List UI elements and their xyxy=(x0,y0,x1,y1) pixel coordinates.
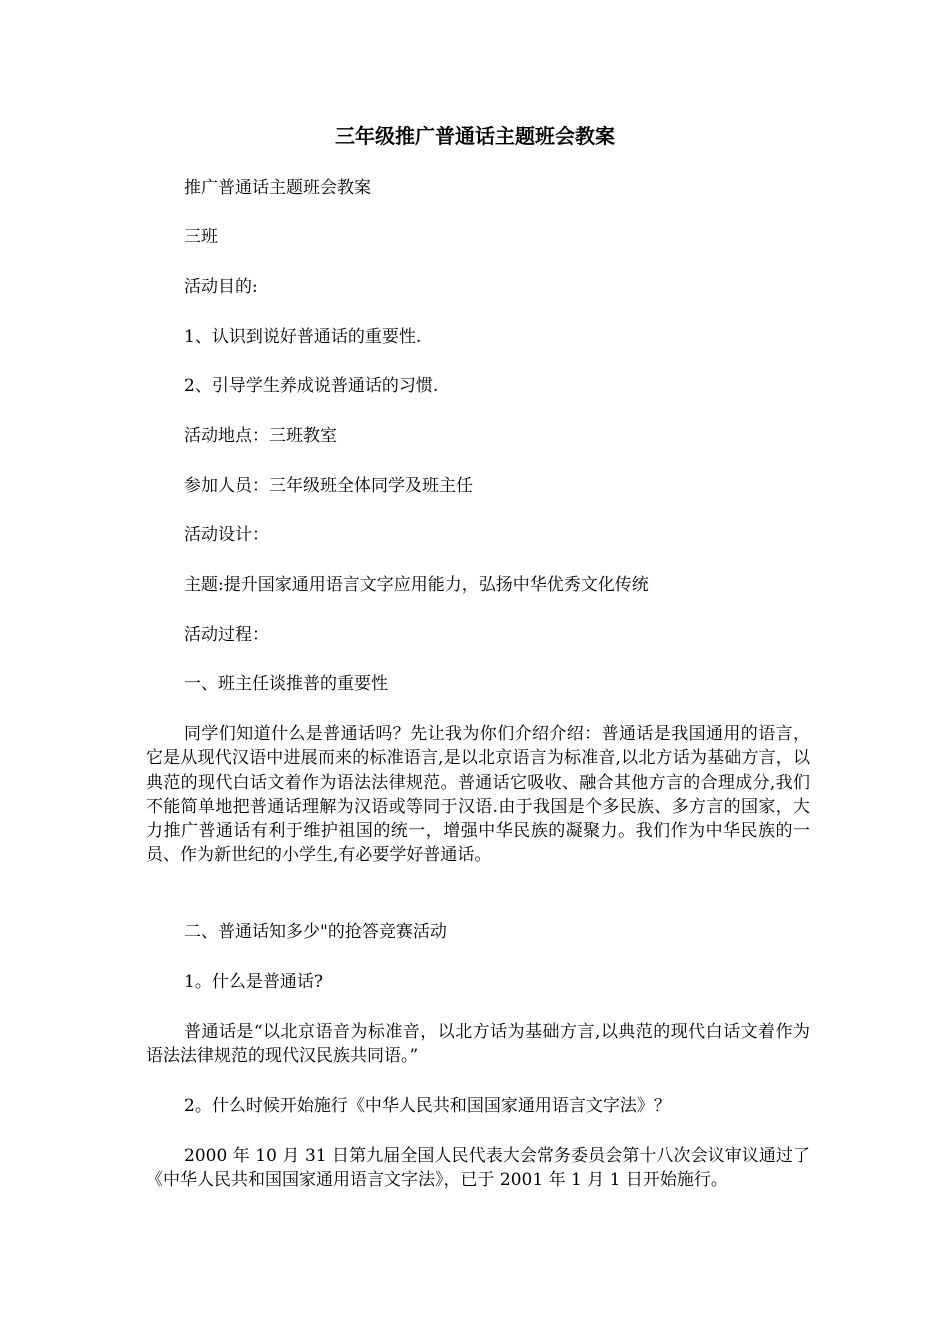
section-1-heading: 一、班主任谈推普的重要性 xyxy=(184,674,388,694)
participants: 参加人员：三年级班全体同学及班主任 xyxy=(184,476,473,496)
subtitle: 推广普通话主题班会教案 xyxy=(184,178,371,198)
purpose-item-2: 2、引导学生养成说普通话的习惯. xyxy=(184,376,439,396)
section-1-paragraph: 同学们知道什么是普通话吗？先让我为你们介绍介绍：普通话是我国通用的语言，它是从现代汉语中进展而来的标准语言,是以北京语言为标准音,以北方话为基础方言，以典范的现代白话文着作为语法法律规范。普通话它吸收、融合其他方言的合理成分,我们不能简单地把普通话理解为汉语或等同于汉语.由于我国是个多民族、多方言的国家，大力推广普通话有利于维护祖国的统一，增强中华民族的凝聚力。我们作为中华民族的一员、作为新世纪的小学生,有必要学好普通话。 xyxy=(146,724,810,866)
answer-2: 2000 年 10 月 31 日第九届全国人民代表大会常务委员会第十八次会议审议通过了《中华人民共和国国家通用语言文字法》，已于 2001 年 1 月 1 日开始施行。 xyxy=(146,1146,810,1191)
purpose-item-1: 1、认识到说好普通话的重要性. xyxy=(184,327,422,347)
process-heading: 活动过程： xyxy=(184,625,269,645)
activity-location: 活动地点：三班教室 xyxy=(184,426,337,446)
class-name: 三班 xyxy=(184,227,218,247)
theme: 主题:提升国家通用语言文字应用能力，弘扬中华优秀文化传统 xyxy=(184,575,649,595)
purpose-heading: 活动目的: xyxy=(184,277,258,297)
answer-1: 普通话是“以北京语音为标准音，以北方话为基础方言,以典范的现代白话文着作为语法法律规范的现代汉民族共同语。” xyxy=(146,1022,810,1067)
design-heading: 活动设计： xyxy=(184,525,269,545)
question-1: 1。什么是普通话? xyxy=(184,972,323,992)
question-2: 2。什么时候开始施行《中华人民共和国国家通用语言文字法》？ xyxy=(184,1096,671,1116)
document-title: 三年级推广普通话主题班会教案 xyxy=(335,124,615,148)
section-2-heading: 二、普通话知多少"的抢答竞赛活动 xyxy=(184,922,447,942)
